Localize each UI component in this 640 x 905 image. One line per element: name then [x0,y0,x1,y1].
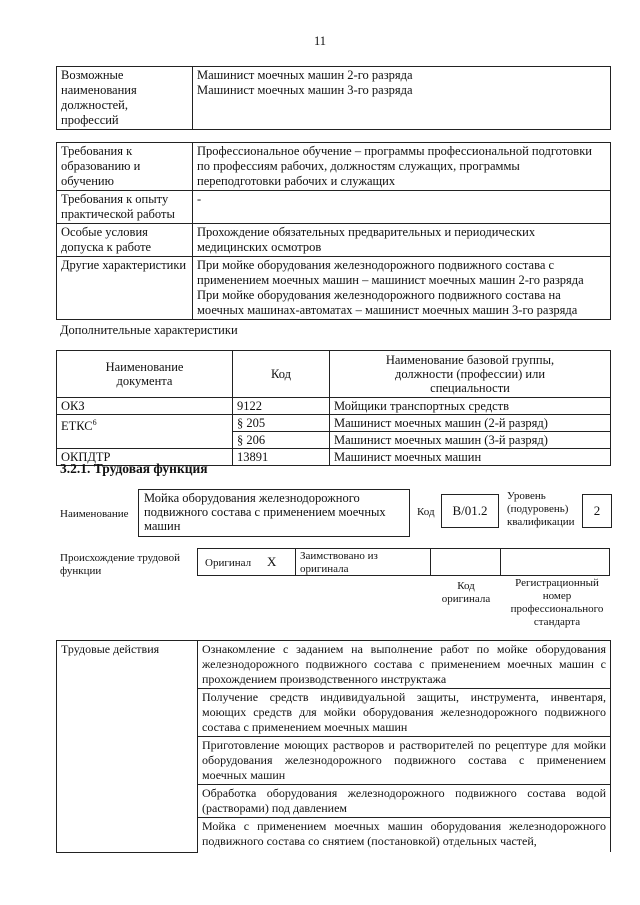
labor-action-item: Мойка с применением моечных машин оборудования железнодорожного подвижного состава со снятием (постановкой) отдельных частей, [198,818,611,853]
experience-value: - [193,191,611,224]
origin-label: Происхождение трудовой функции [60,552,181,577]
original-mark: X [267,554,277,569]
code-cell: § 205 [233,415,330,432]
education-value: Профессиональное обучение – программы профессиональной подготовки по профессиям рабочих, должностям служащих, программы переподготовки рабочих и служащих [193,143,611,191]
table-row [57,398,611,415]
origin-divider [295,548,296,576]
level-box: 2 [582,494,612,528]
header-document: Наименование документа [57,351,233,398]
conditions-value: Прохождение обязательных предварительных и периодических медицинских осмотров [193,224,611,257]
labor-action-item: Получение средств индивидуальной защиты, инструмента, инвентаря, моющих средств для мойки оборудования железнодорожного подвижного состава с применением моечных машин [198,689,611,737]
labor-actions-table [56,640,611,853]
positions-values [193,67,611,130]
doc-cell: ОКПДТР [57,449,233,466]
origin-divider [430,548,431,576]
function-name-box: Мойка оборудования железнодорожного подвижного состава с применением моечных машин [138,489,410,537]
positions-table [56,66,611,130]
position-item: Машинист моечных машин 3-го разряда [197,83,413,97]
education-label: Требования к образованию и обучению [57,143,193,191]
section-heading: 3.2.1. Трудовая функция [60,461,208,476]
code-cell: 9122 [233,398,330,415]
conditions-label: Особые условия допуска к работе [57,224,193,257]
code-cell: § 206 [233,432,330,449]
other-value: При мойке оборудования железнодорожного подвижного состава с применением моечных машин – машинист моечных машин 2-го разряда При мойке оборудования железнодорожного подвижного состава на моечных машинах-автоматах – машинист моечных машин 3-го разряда [193,257,611,320]
name-cell: Машинист моечных машин [330,449,611,466]
position-item: Машинист моечных машин 2-го разряда [197,68,413,82]
code-cell: 13891 [233,449,330,466]
borrowed-label: Заимствовано из оригинала [300,550,378,575]
additional-caption: Дополнительные характеристики [60,323,238,337]
experience-label: Требования к опыту практической работы [57,191,193,224]
labor-action-item: Обработка оборудования железнодорожного подвижного состава водой (растворами) под давлением [198,785,611,818]
name-cell: Машинист моечных машин (3-й разряд) [330,432,611,449]
level-label: Уровень (подуровень) квалификации [507,490,575,528]
doc-name: ЕТКС [61,419,93,434]
original-label: Оригинал [205,557,252,569]
function-code-label: Код [417,506,435,518]
function-name-label: Наименование [60,508,129,520]
reg-caption: Регистрационный номер профессионального стандарта [510,577,604,628]
page-number: 11 [313,34,327,48]
footnote-mark: 6 [92,418,97,427]
origin-divider [500,548,501,576]
name-cell: Мойщики транспортных средств [330,398,611,415]
labor-action-item: Ознакомление с заданием на выполнение работ по мойке оборудования железнодорожного подвижного состава с применением моечных машин с прохождением производственного инструктажа [198,641,611,689]
header-group: Наименование базовой группы, должности (профессии) или специальности [330,351,611,398]
doc-cell: ОКЗ [57,398,233,415]
additional-table [56,350,611,466]
labor-actions-label: Трудовые действия [57,641,198,853]
requirements-table [56,142,611,320]
code-caption: Код оригинала [441,580,491,605]
header-code: Код [233,351,330,398]
table-row [57,415,611,432]
name-cell: Машинист моечных машин (2-й разряд) [330,415,611,432]
positions-label: Возможные наименования должностей, профессий [57,67,193,130]
labor-action-item: Приготовление моющих растворов и растворителей по рецептуре для мойки оборудования железнодорожного подвижного состава с применением моечных машин [198,737,611,785]
other-label: Другие характеристики [57,257,193,320]
doc-cell [57,415,233,449]
function-code-box: B/01.2 [441,494,499,528]
